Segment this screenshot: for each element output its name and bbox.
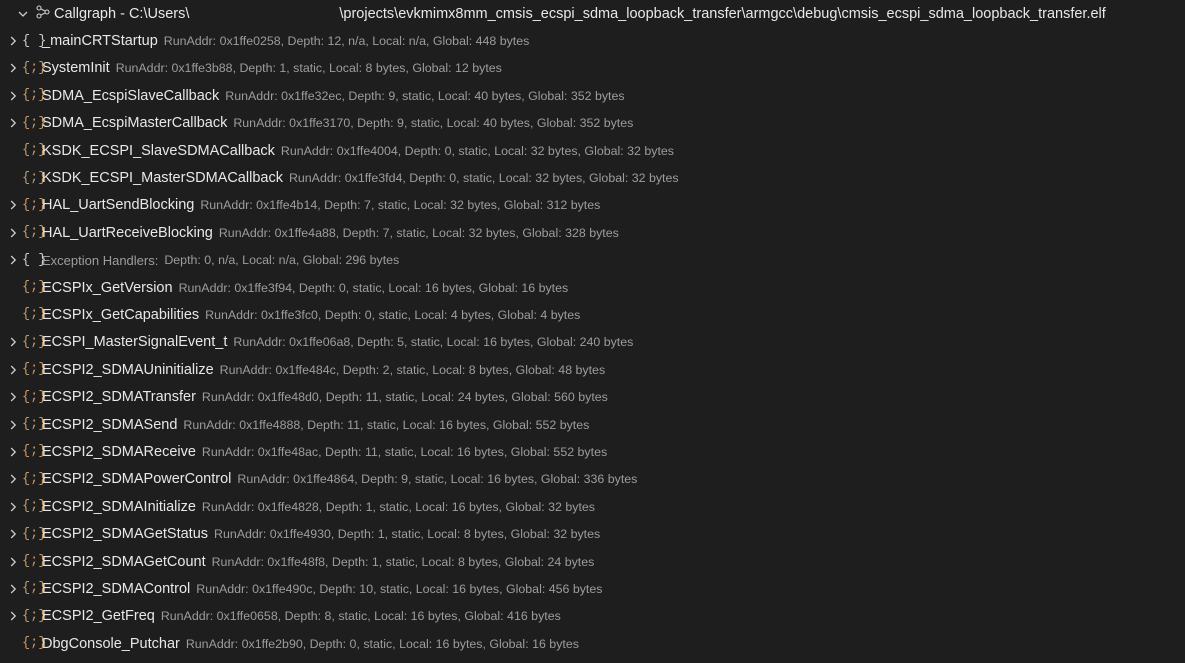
chevron-right-icon[interactable]	[4, 365, 22, 375]
function-details: RunAddr: 0x1ffe4004, Depth: 0, static, Local: 32 bytes, Global: 32 bytes	[280, 143, 674, 158]
function-icon: {;}	[22, 225, 47, 241]
chevron-right-icon[interactable]	[4, 447, 22, 457]
chevron-right-icon[interactable]	[4, 337, 22, 347]
callgraph-row[interactable]	[0, 247, 1185, 274]
function-details: RunAddr: 0x1ffe4a88, Depth: 7, static, Local: 32 bytes, Global: 328 bytes	[218, 225, 619, 240]
chevron-right-icon[interactable]	[4, 36, 22, 46]
function-name: HAL_UartSendBlocking	[42, 197, 195, 214]
function-name: ECSPI2_SDMAInitialize	[42, 498, 196, 515]
chevron-right-icon[interactable]	[4, 557, 22, 567]
function-icon: {;}	[22, 60, 47, 76]
function-name: ECSPI2_SDMAGetStatus	[42, 526, 209, 543]
braces-icon: { }	[22, 252, 47, 268]
function-name: KSDK_ECSPI_SlaveSDMACallback	[42, 142, 275, 159]
function-icon: {;}	[22, 444, 47, 460]
callgraph-icon	[32, 5, 54, 22]
function-icon: {;}	[22, 88, 47, 104]
function-icon: {;}	[22, 554, 47, 569]
function-details: RunAddr: 0x1ffe0658, Depth: 8, static, Local: 16 bytes, Global: 416 bytes	[160, 609, 561, 624]
function-name: Exception Handlers:	[42, 252, 159, 268]
function-details: RunAddr: 0x1ffe06a8, Depth: 5, static, Local: 16 bytes, Global: 240 bytes	[233, 335, 634, 350]
callgraph-row[interactable]	[0, 520, 1185, 547]
callgraph-row[interactable]	[0, 274, 1185, 301]
callgraph-row[interactable]	[0, 548, 1185, 575]
function-name: HAL_UartReceiveBlocking	[42, 224, 213, 241]
function-icon: {;}	[22, 471, 47, 487]
function-details: RunAddr: 0x1ffe0258, Depth: 12, n/a, Local: n/a, Global: 448 bytes	[163, 34, 530, 49]
callgraph-row[interactable]	[0, 411, 1185, 438]
callgraph-row[interactable]	[0, 603, 1185, 630]
function-name: KSDK_ECSPI_MasterSDMACallback	[42, 170, 283, 187]
callgraph-row-list	[0, 27, 1185, 657]
chevron-right-icon[interactable]	[4, 502, 22, 512]
function-icon: {;}	[22, 280, 47, 296]
function-icon: {;}	[22, 362, 47, 378]
function-details: RunAddr: 0x1ffe48f8, Depth: 1, static, Local: 8 bytes, Global: 24 bytes	[211, 554, 595, 569]
function-details: Depth: 0, n/a, Local: n/a, Global: 296 bytes	[164, 253, 400, 268]
function-name: ECSPI2_SDMASend	[42, 416, 178, 433]
callgraph-root-row[interactable]	[0, 0, 1185, 27]
callgraph-row[interactable]	[0, 383, 1185, 410]
function-icon: {;}	[22, 636, 47, 652]
function-name: ECSPI2_SDMAControl	[42, 580, 191, 597]
function-details: RunAddr: 0x1ffe484c, Depth: 2, static, Local: 8 bytes, Global: 48 bytes	[219, 362, 606, 377]
chevron-right-icon[interactable]	[4, 200, 22, 210]
function-name: _mainCRTStartup	[42, 33, 158, 50]
function-icon: {;}	[22, 143, 47, 159]
callgraph-row[interactable]	[0, 82, 1185, 109]
function-details: RunAddr: 0x1ffe4864, Depth: 9, static, Local: 16 bytes, Global: 336 bytes	[237, 472, 638, 487]
chevron-down-icon[interactable]	[14, 9, 32, 19]
function-details: RunAddr: 0x1ffe48d0, Depth: 11, static, Local: 24 bytes, Global: 560 bytes	[201, 390, 608, 405]
function-icon: {;}	[22, 197, 47, 213]
function-name: ECSPI2_SDMAGetCount	[42, 553, 206, 570]
function-name: ECSPI2_SDMATransfer	[42, 389, 196, 406]
function-details: RunAddr: 0x1ffe2b90, Depth: 0, static, Local: 16 bytes, Global: 16 bytes	[185, 636, 579, 651]
function-icon: {;}	[22, 499, 47, 515]
function-details: RunAddr: 0x1ffe4b14, Depth: 7, static, Local: 32 bytes, Global: 312 bytes	[200, 198, 601, 213]
function-details: RunAddr: 0x1ffe3fc0, Depth: 0, static, Local: 4 bytes, Global: 4 bytes	[205, 307, 581, 322]
callgraph-row[interactable]	[0, 493, 1185, 520]
function-details: RunAddr: 0x1ffe32ec, Depth: 9, static, Local: 40 bytes, Global: 352 bytes	[225, 88, 625, 103]
callgraph-row[interactable]	[0, 219, 1185, 246]
callgraph-row[interactable]	[0, 575, 1185, 602]
callgraph-row[interactable]	[0, 192, 1185, 219]
callgraph-row[interactable]	[0, 356, 1185, 383]
function-name: DbgConsole_Putchar	[42, 635, 180, 652]
function-icon: {;}	[22, 170, 47, 186]
function-icon: {;}	[22, 581, 47, 597]
function-name: ECSPIx_GetCapabilities	[42, 306, 200, 323]
function-name: ECSPI2_GetFreq	[42, 608, 155, 625]
function-details: RunAddr: 0x1ffe490c, Depth: 10, static, Local: 16 bytes, Global: 456 bytes	[196, 581, 603, 596]
function-details: RunAddr: 0x1ffe48ac, Depth: 11, static, Local: 16 bytes, Global: 552 bytes	[201, 444, 608, 459]
chevron-right-icon[interactable]	[4, 63, 22, 73]
function-details: RunAddr: 0x1ffe3b88, Depth: 1, static, Local: 8 bytes, Global: 12 bytes	[115, 61, 502, 76]
callgraph-row[interactable]	[0, 301, 1185, 328]
function-name: ECSPI2_SDMAPowerControl	[42, 471, 232, 488]
callgraph-row[interactable]	[0, 55, 1185, 82]
chevron-right-icon[interactable]	[4, 529, 22, 539]
function-name: ECSPI_MasterSignalEvent_t	[42, 334, 228, 351]
function-name: SDMA_EcspiSlaveCallback	[42, 87, 220, 104]
callgraph-row[interactable]	[0, 329, 1185, 356]
function-icon: {;}	[22, 115, 47, 131]
function-name: SDMA_EcspiMasterCallback	[42, 115, 228, 132]
chevron-right-icon[interactable]	[4, 584, 22, 594]
braces-icon: { }	[22, 33, 47, 49]
function-icon: {;}	[22, 526, 47, 542]
chevron-right-icon[interactable]	[4, 255, 22, 265]
callgraph-row[interactable]	[0, 438, 1185, 465]
function-icon: {;}	[22, 389, 47, 405]
callgraph-row[interactable]	[0, 137, 1185, 164]
function-name: ECSPI2_SDMAReceive	[42, 443, 196, 460]
function-icon: {;}	[22, 417, 47, 433]
function-name: ECSPIx_GetVersion	[42, 279, 173, 296]
function-icon: {;}	[22, 307, 47, 323]
function-icon: {;}	[22, 608, 47, 624]
callgraph-row[interactable]	[0, 27, 1185, 54]
chevron-right-icon[interactable]	[4, 611, 22, 621]
callgraph-row[interactable]	[0, 630, 1185, 657]
function-name: ECSPI2_SDMAUninitialize	[42, 361, 214, 378]
callgraph-elf-path: \projects\evkmimx8mm_cmsis_ecspi_sdma_loopback_transfer\armgcc\debug\cmsis_ecspi_sdma_loopback_transfer.elf	[339, 5, 1106, 22]
chevron-right-icon[interactable]	[4, 118, 22, 128]
chevron-right-icon[interactable]	[4, 474, 22, 484]
function-details: RunAddr: 0x1ffe3fd4, Depth: 0, static, Local: 32 bytes, Global: 32 bytes	[288, 171, 679, 186]
function-details: RunAddr: 0x1ffe4888, Depth: 11, static, Local: 16 bytes, Global: 552 bytes	[183, 417, 590, 432]
chevron-right-icon[interactable]	[4, 420, 22, 430]
function-details: RunAddr: 0x1ffe3170, Depth: 9, static, Local: 40 bytes, Global: 352 bytes	[233, 116, 634, 131]
callgraph-row[interactable]	[0, 466, 1185, 493]
callgraph-row[interactable]	[0, 110, 1185, 137]
chevron-right-icon[interactable]	[4, 91, 22, 101]
chevron-right-icon[interactable]	[4, 392, 22, 402]
function-icon: {;}	[22, 334, 47, 350]
function-details: RunAddr: 0x1ffe3f94, Depth: 0, static, Local: 16 bytes, Global: 16 bytes	[178, 280, 569, 295]
callgraph-title: Callgraph - C:\Users\	[54, 5, 190, 22]
function-details: RunAddr: 0x1ffe4828, Depth: 1, static, Local: 16 bytes, Global: 32 bytes	[201, 499, 595, 514]
function-details: RunAddr: 0x1ffe4930, Depth: 1, static, Local: 8 bytes, Global: 32 bytes	[214, 527, 601, 542]
function-name: SystemInit	[42, 60, 110, 77]
chevron-right-icon[interactable]	[4, 228, 22, 238]
callgraph-row[interactable]	[0, 164, 1185, 191]
